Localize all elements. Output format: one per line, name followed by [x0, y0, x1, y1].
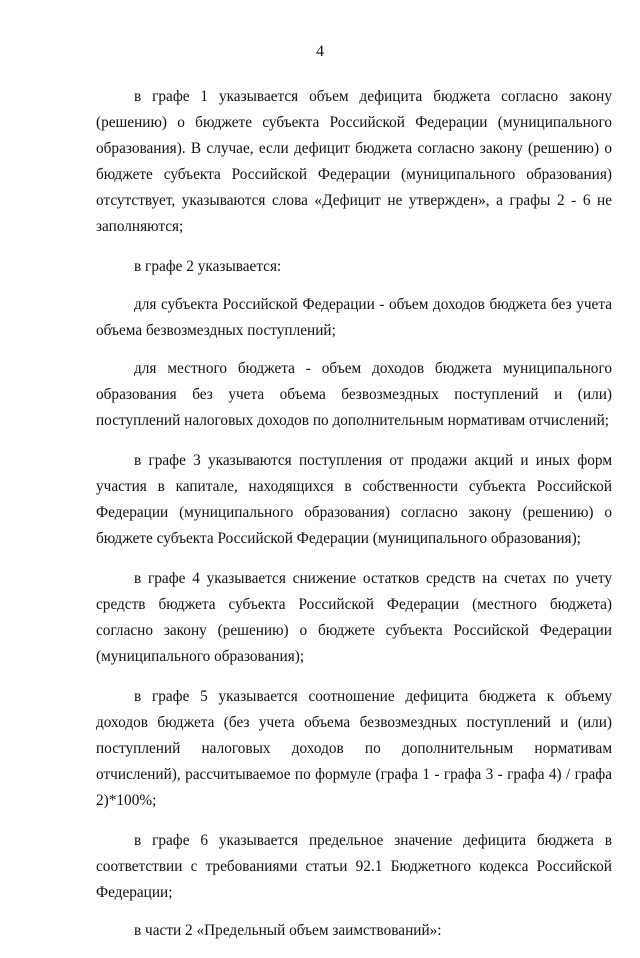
document-body	[96, 84, 612, 958]
paragraph-graph-1: в графе 1 указывается объем дефицита бюджета согласно закону (решению) о бюджете субъекта Российской Федерации (муниципального образования). В случае, если дефицит бюджета согласно закону (решению) о бюджете субъекта Российской Федерации (муниципального образования) отсутствует, указываются слова «Дефицит не утвержден», а графы 2 - 6 не заполняются;	[96, 88, 612, 235]
paragraph-part-2: в части 2 «Предельный объем заимствований»:	[134, 922, 442, 939]
paragraph-graph-2-intro: в графе 2 указывается:	[134, 258, 282, 275]
page-number: 4	[316, 43, 324, 60]
paragraph-graph-2-subject: для субъекта Российской Федерации - объем доходов бюджета без учета объема безвозмездных поступлений;	[96, 296, 612, 339]
paragraph-graph-5: в графе 5 указывается соотношение дефицита бюджета к объему доходов бюджета (без учета объема безвозмездных поступлений и (или) поступлений налоговых доходов по дополнительным нормативам отчислений), рассчитываемое по формуле (графа 1 - графа 3 - графа 4) / графа 2)*100%;	[96, 688, 612, 809]
paragraph-graph-6: в графе 6 указывается предельное значение дефицита бюджета в соответствии с требованиями статьи 92.1 Бюджетного кодекса Российской Федерации;	[96, 832, 612, 901]
paragraph-graph-3: в графе 3 указываются поступления от продажи акций и иных форм участия в капитале, находящихся в собственности субъекта Российской Федерации (муниципального образования) согласно закону (решению) о бюджете субъекта Российской Федерации (муниципального образования);	[96, 452, 612, 547]
paragraph-graph-2-local: для местного бюджета - объем доходов бюджета муниципального образования без учета объема безвозмездных поступлений и (или) поступлений налоговых доходов по дополнительным нормативам отчислений;	[96, 360, 612, 429]
paragraph-graph-4: в графе 4 указывается снижение остатков средств на счетах по учету средств бюджета субъекта Российской Федерации (местного бюджета) согласно закону (решению) о бюджете субъекта Российской Федерации (муниципального образования);	[96, 570, 612, 665]
